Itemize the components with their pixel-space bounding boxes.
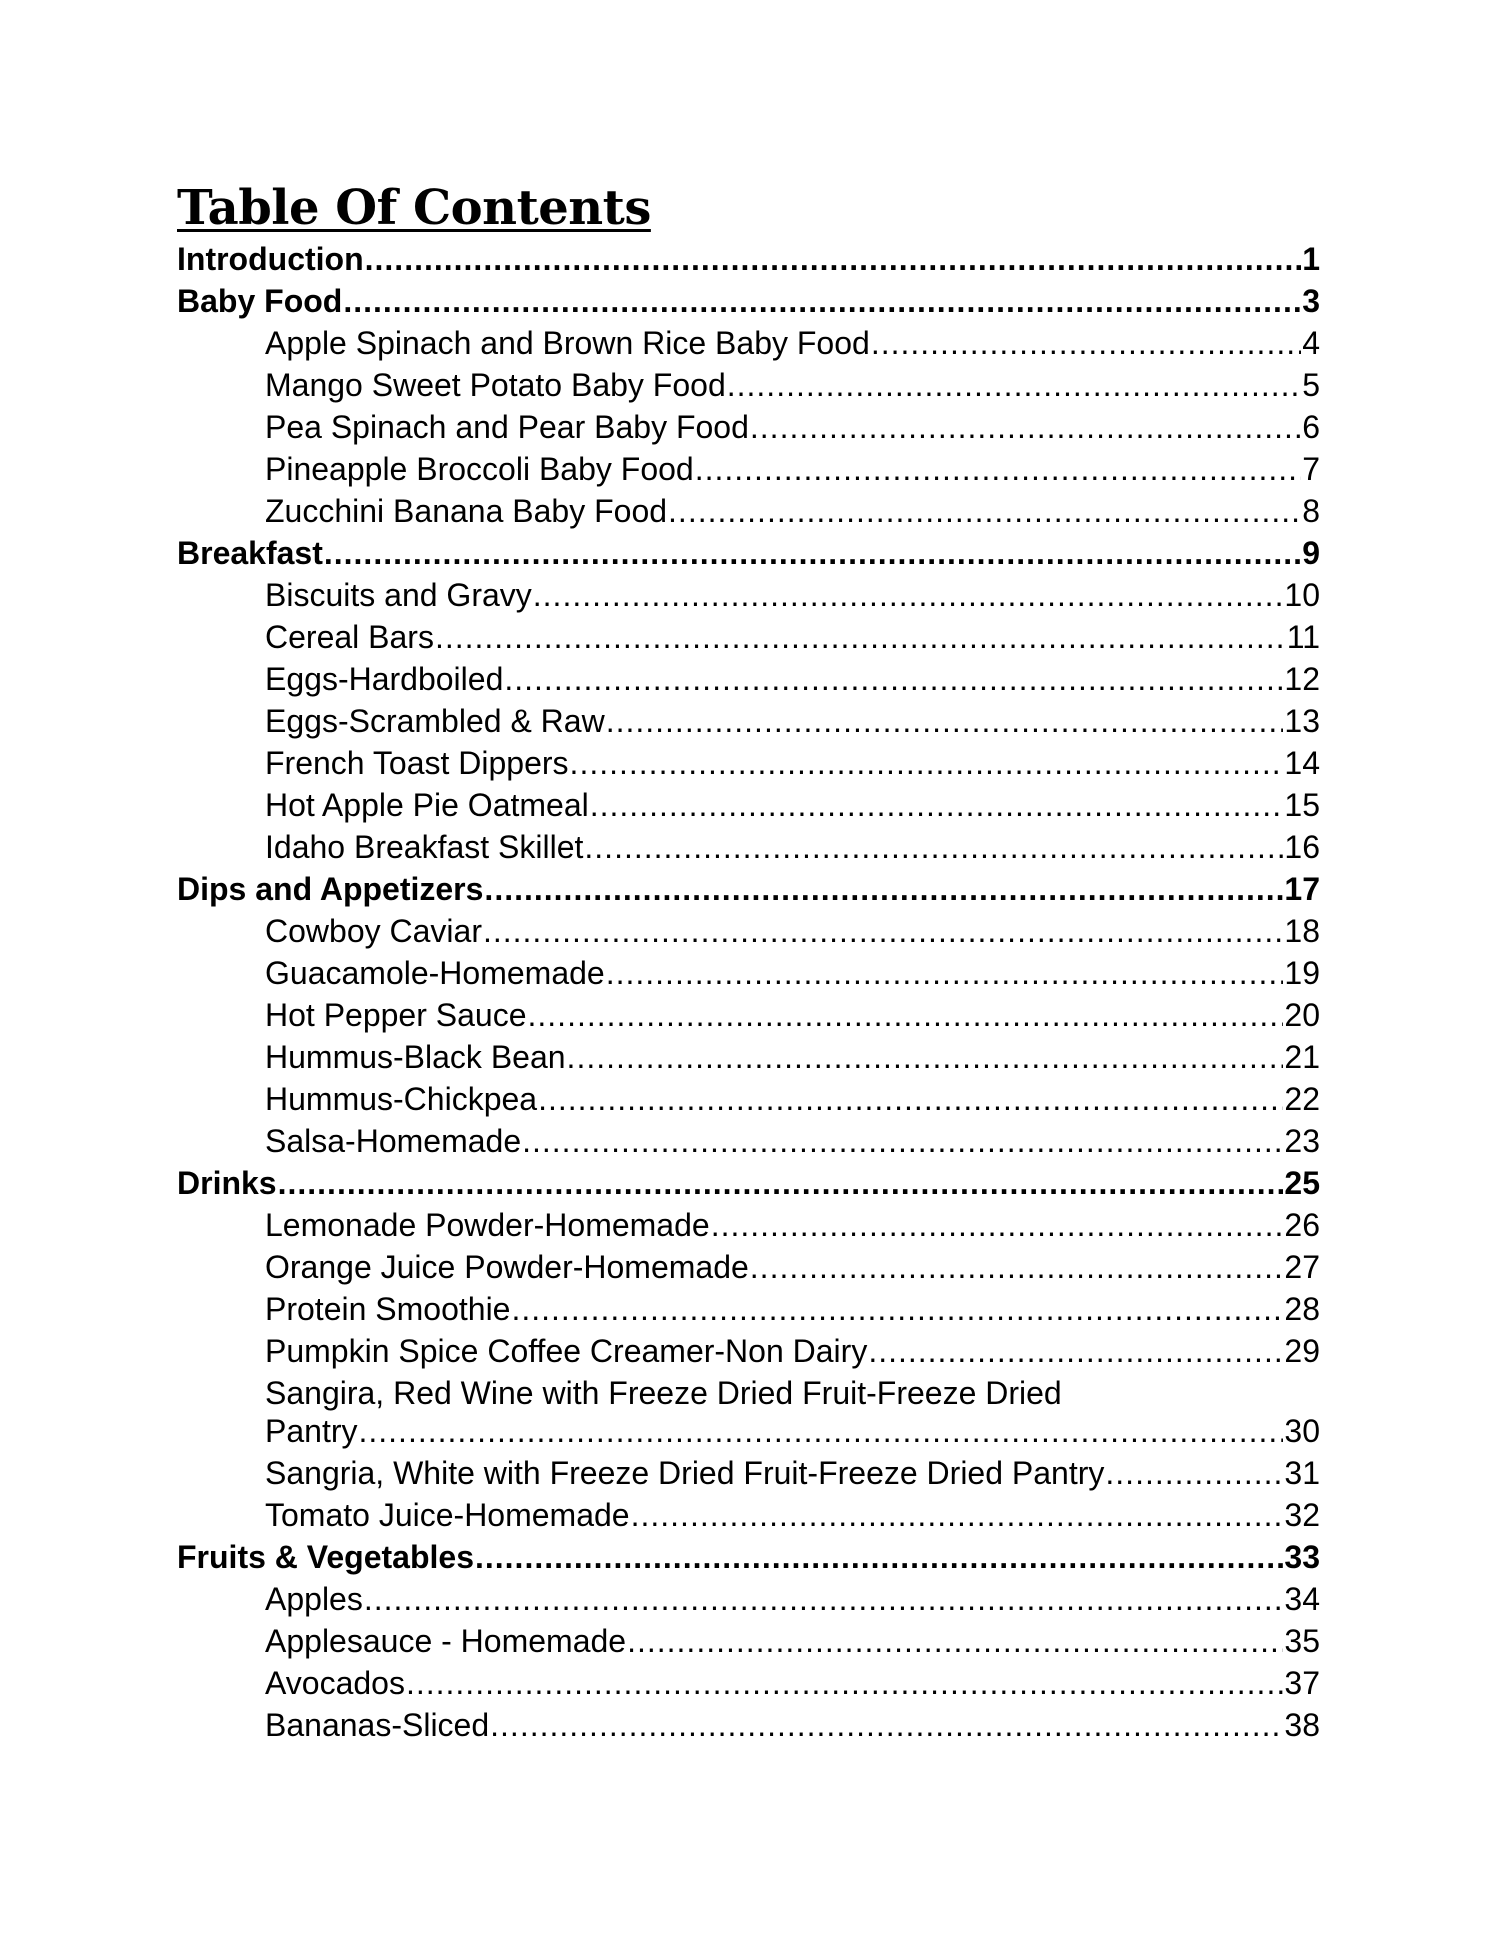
- toc-item-entry[interactable]: [177, 1578, 1320, 1620]
- toc-entry-label: Avocados: [265, 1665, 405, 1701]
- dot-leader: [538, 1078, 1283, 1120]
- toc-page-number: 34: [1284, 1581, 1320, 1617]
- toc-item-entry[interactable]: [177, 1288, 1320, 1330]
- dot-leader: [343, 280, 1301, 322]
- dot-leader: [483, 910, 1283, 952]
- dot-leader: [606, 700, 1284, 742]
- toc-item-entry[interactable]: [177, 994, 1320, 1036]
- toc-entry-label: Cereal Bars: [265, 619, 434, 655]
- toc-page-number: 12: [1284, 661, 1320, 697]
- toc-item-entry[interactable]: [177, 700, 1320, 742]
- toc-entry-label: Drinks: [177, 1165, 277, 1201]
- toc-entry-label: Sangira, Red Wine with Freeze Dried Fruit-Freeze Dried: [265, 1375, 1062, 1411]
- dot-leader: [528, 994, 1284, 1036]
- toc-item-entry[interactable]: [177, 616, 1320, 658]
- toc-page-number: 4: [1302, 325, 1320, 361]
- toc-entry-label: Eggs-Scrambled & Raw: [265, 703, 605, 739]
- toc-page-number: 26: [1284, 1207, 1320, 1243]
- toc-page-number: 5: [1302, 367, 1320, 403]
- toc-page-number: 17: [1284, 871, 1320, 907]
- toc-page-number: 10: [1284, 577, 1320, 613]
- toc-section-entry[interactable]: [177, 238, 1320, 280]
- toc-entry-label: Biscuits and Gravy: [265, 577, 532, 613]
- toc-item-entry[interactable]: [177, 448, 1320, 490]
- toc-page-number: 27: [1284, 1249, 1320, 1285]
- toc-entry-label: Hummus-Chickpea: [265, 1081, 538, 1117]
- toc-entry-label: Protein Smoothie: [265, 1291, 511, 1327]
- dot-leader: [364, 1578, 1284, 1620]
- toc-item-entry[interactable]: [177, 1078, 1320, 1120]
- toc-entry-label: Dips and Appetizers: [177, 871, 484, 907]
- toc-page-number: 16: [1284, 829, 1320, 865]
- toc-section-entry[interactable]: [177, 868, 1320, 910]
- dot-leader: [1105, 1452, 1283, 1494]
- dot-leader: [606, 952, 1284, 994]
- toc-entry-label: Tomato Juice-Homemade: [265, 1497, 630, 1533]
- toc-item-entry[interactable]: [177, 1662, 1320, 1704]
- toc-page-number: 7: [1302, 451, 1320, 487]
- toc-page-number: 31: [1284, 1455, 1320, 1491]
- toc-entry-label: Bananas-Sliced: [265, 1707, 490, 1743]
- toc-item-entry[interactable]: [177, 658, 1320, 700]
- toc-page-number: 11: [1286, 619, 1320, 655]
- toc-page-number: 22: [1284, 1081, 1320, 1117]
- toc-page-number: 28: [1284, 1291, 1320, 1327]
- toc-item-entry[interactable]: [177, 1036, 1320, 1078]
- toc-page-number: 1: [1302, 241, 1320, 277]
- dot-leader: [868, 1330, 1283, 1372]
- toc-item-entry[interactable]: [177, 1620, 1320, 1662]
- dot-leader: [358, 1410, 1283, 1452]
- toc-page-number: 25: [1284, 1165, 1320, 1201]
- dot-leader: [365, 238, 1302, 280]
- toc-item-entry[interactable]: [177, 784, 1320, 826]
- dot-leader: [435, 616, 1286, 658]
- toc-entry-label: Orange Juice Powder-Homemade: [265, 1249, 749, 1285]
- toc-entry-label: Salsa-Homemade: [265, 1123, 522, 1159]
- dot-leader: [567, 1036, 1284, 1078]
- toc-item-entry[interactable]: [177, 490, 1320, 532]
- toc-list: [177, 238, 1320, 1746]
- toc-item-entry[interactable]: [177, 952, 1320, 994]
- toc-section-entry[interactable]: [177, 1162, 1320, 1204]
- toc-page-number: 6: [1302, 409, 1320, 445]
- toc-item-entry[interactable]: [177, 910, 1320, 952]
- dot-leader: [727, 364, 1301, 406]
- toc-section-entry[interactable]: [177, 532, 1320, 574]
- toc-section-entry[interactable]: [177, 1536, 1320, 1578]
- toc-page-number: 23: [1284, 1123, 1320, 1159]
- dot-leader: [406, 1662, 1283, 1704]
- toc-entry-label: Hummus-Black Bean: [265, 1039, 566, 1075]
- toc-entry-continuation: [265, 1410, 1320, 1452]
- toc-item-entry[interactable]: [177, 574, 1320, 616]
- toc-item-entry[interactable]: [177, 1204, 1320, 1246]
- toc-page-number: 32: [1284, 1497, 1320, 1533]
- toc-page-number: 20: [1284, 997, 1320, 1033]
- dot-leader: [750, 406, 1301, 448]
- toc-entry-label: Guacamole-Homemade: [265, 955, 605, 991]
- dot-leader: [533, 574, 1284, 616]
- toc-entry-label: Pea Spinach and Pear Baby Food: [265, 409, 749, 445]
- dot-leader: [590, 784, 1284, 826]
- toc-item-entry[interactable]: [177, 1120, 1320, 1162]
- toc-page-number: 30: [1284, 1413, 1320, 1449]
- toc-item-entry[interactable]: [177, 364, 1320, 406]
- toc-entry-label: Pineapple Broccoli Baby Food: [265, 451, 694, 487]
- toc-item-entry[interactable]: [177, 742, 1320, 784]
- toc-page-number: 8: [1302, 493, 1320, 529]
- toc-page-number: 33: [1284, 1539, 1320, 1575]
- dot-leader: [475, 1536, 1283, 1578]
- toc-entry-label: Lemonade Powder-Homemade: [265, 1207, 710, 1243]
- toc-entry-label: Sangria, White with Freeze Dried Fruit-Freeze Dried Pantry: [265, 1455, 1105, 1491]
- dot-leader: [522, 1120, 1283, 1162]
- toc-entry-label: Hot Pepper Sauce: [265, 997, 527, 1033]
- toc-item-entry[interactable]: [177, 1372, 1320, 1452]
- dot-leader: [627, 1620, 1283, 1662]
- toc-item-entry[interactable]: [177, 1452, 1320, 1494]
- toc-entry-label: Breakfast: [177, 535, 323, 571]
- toc-item-entry[interactable]: [177, 1704, 1320, 1746]
- toc-section-entry[interactable]: [177, 280, 1320, 322]
- toc-entry-label: Apples: [265, 1581, 363, 1617]
- toc-item-entry[interactable]: [177, 826, 1320, 868]
- dot-leader: [490, 1704, 1283, 1746]
- toc-entry-label: Baby Food: [177, 283, 343, 319]
- dot-leader: [711, 1204, 1284, 1246]
- toc-entry-label: Fruits & Vegetables: [177, 1539, 474, 1575]
- dot-leader: [584, 826, 1283, 868]
- toc-entry-label: Cowboy Caviar: [265, 913, 482, 949]
- toc-item-entry[interactable]: [177, 1494, 1320, 1536]
- toc-page-number: 13: [1284, 703, 1320, 739]
- toc-page-number: 29: [1284, 1333, 1320, 1369]
- dot-leader: [871, 322, 1301, 364]
- toc-page-number: 14: [1284, 745, 1320, 781]
- dot-leader: [484, 868, 1283, 910]
- toc-entry-label: Pantry: [265, 1413, 358, 1449]
- toc-entry-label: Idaho Breakfast Skillet: [265, 829, 584, 865]
- page-title: Table Of Contents: [177, 180, 651, 236]
- dot-leader: [278, 1162, 1284, 1204]
- dot-leader: [511, 1288, 1283, 1330]
- toc-entry-label: Mango Sweet Potato Baby Food: [265, 367, 726, 403]
- toc-entry-label: Zucchini Banana Baby Food: [265, 493, 668, 529]
- toc-entry-label: Introduction: [177, 241, 364, 277]
- toc-item-entry[interactable]: [177, 406, 1320, 448]
- dot-leader: [750, 1246, 1284, 1288]
- dot-leader: [324, 532, 1301, 574]
- toc-page-number: 19: [1284, 955, 1320, 991]
- toc-page-number: 37: [1284, 1665, 1320, 1701]
- dot-leader: [695, 448, 1302, 490]
- toc-item-entry[interactable]: [177, 322, 1320, 364]
- toc-entry-label: Pumpkin Spice Coffee Creamer-Non Dairy: [265, 1333, 868, 1369]
- toc-page-number: 35: [1284, 1623, 1320, 1659]
- toc-entry-label: French Toast Dippers: [265, 745, 569, 781]
- toc-entry-label: Eggs-Hardboiled: [265, 661, 504, 697]
- toc-entry-label: Apple Spinach and Brown Rice Baby Food: [265, 325, 870, 361]
- toc-entry-label: Hot Apple Pie Oatmeal: [265, 787, 589, 823]
- toc-page-number: 38: [1284, 1707, 1320, 1743]
- toc-page-number: 21: [1284, 1039, 1320, 1075]
- toc-page-number: 15: [1284, 787, 1320, 823]
- toc-page-number: 9: [1302, 535, 1320, 571]
- toc-page-number: 18: [1284, 913, 1320, 949]
- toc-item-entry[interactable]: [177, 1330, 1320, 1372]
- toc-item-entry[interactable]: [177, 1246, 1320, 1288]
- dot-leader: [668, 490, 1301, 532]
- toc-page-number: 3: [1302, 283, 1320, 319]
- dot-leader: [631, 1494, 1284, 1536]
- dot-leader: [504, 658, 1283, 700]
- dot-leader: [570, 742, 1284, 784]
- toc-entry-label: Applesauce - Homemade: [265, 1623, 627, 1659]
